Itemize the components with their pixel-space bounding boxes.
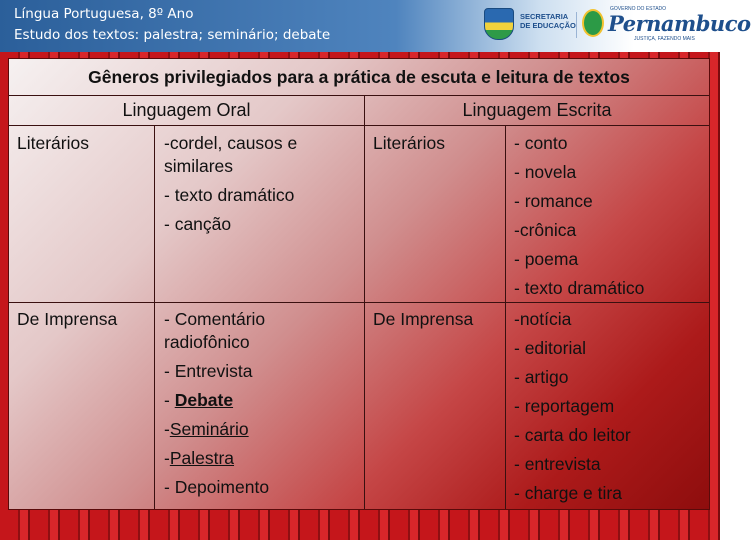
list-item: - canção <box>164 214 232 234</box>
oral-header <box>9 95 364 126</box>
list-item <box>164 418 269 441</box>
list-item: - artigo <box>514 367 569 387</box>
list-item: - carta do leitor <box>514 425 631 445</box>
list-item: - entrevista <box>514 454 601 474</box>
list-item: - editorial <box>514 338 586 358</box>
header-line-1: Língua Portuguesa, 8º Ano <box>14 6 194 22</box>
row2-escrita-items <box>514 305 631 508</box>
list-item: - conto <box>514 133 568 153</box>
state-seal-icon <box>484 8 514 40</box>
list-item: similares <box>164 156 234 176</box>
list-item: - novela <box>514 162 577 182</box>
list-item: -crônica <box>514 220 577 240</box>
escrita-header-label: Linguagem Escrita <box>462 99 612 120</box>
debate-label: Debate <box>174 390 234 410</box>
list-item: - Depoimento <box>164 477 270 497</box>
row2-oral-items <box>164 308 269 499</box>
header-text <box>14 4 330 46</box>
row2-oral-label: De Imprensa <box>17 309 118 329</box>
palestra-prefix: - <box>164 448 170 468</box>
escrita-header <box>365 95 709 126</box>
list-item: - Entrevista <box>164 361 253 381</box>
oral-header-label: Linguagem Oral <box>122 99 251 120</box>
motto-label: JUSTIÇA, FAZENDO MAIS <box>634 36 695 42</box>
logo-divider <box>576 12 577 38</box>
list-item: - Comentário <box>164 309 266 329</box>
debate-prefix: - <box>164 390 175 410</box>
row1-escrita-label: Literários <box>373 133 445 153</box>
seminario-label: Seminário <box>169 419 249 439</box>
list-item: -notícia <box>514 309 572 329</box>
pernambuco-emblem-icon <box>582 9 604 37</box>
logos <box>484 6 751 46</box>
list-item: radiofônico <box>164 332 250 352</box>
secretaria-logo-text <box>520 12 576 30</box>
row2-escrita-label: De Imprensa <box>373 309 474 329</box>
list-item: - texto dramático <box>164 185 295 205</box>
list-item: - romance <box>514 191 593 211</box>
list-item: - poema <box>514 249 579 269</box>
list-item: - texto dramático <box>514 278 645 298</box>
list-item: - charge e tira <box>514 483 622 503</box>
list-item: -cordel, causos e <box>164 133 298 153</box>
row1-oral-items <box>164 132 297 236</box>
secretaria-line-2: DE EDUCAÇÃO <box>520 21 576 30</box>
list-item: - reportagem <box>514 396 615 416</box>
divider-escrita-inner <box>505 125 506 509</box>
table-title: Gêneros privilegiados para a prática de escuta e leitura de textos <box>88 66 630 87</box>
header-line-2: Estudo dos textos: palestra; seminário; debate <box>14 27 331 43</box>
seminario-prefix: - <box>164 419 170 439</box>
secretaria-line-1: SECRETARIA <box>520 12 569 21</box>
palestra-label: Palestra <box>169 448 235 468</box>
table-title-row <box>9 59 709 96</box>
genres-table <box>8 58 710 510</box>
pernambuco-logo: Pernambuco <box>608 11 751 36</box>
divider-oral-inner <box>154 125 155 509</box>
gov-label: GOVERNO DO ESTADO <box>610 6 667 12</box>
row1-escrita-items <box>514 129 644 303</box>
list-item <box>164 447 269 470</box>
row1-oral-label: Literários <box>17 133 89 153</box>
list-item <box>164 389 269 412</box>
